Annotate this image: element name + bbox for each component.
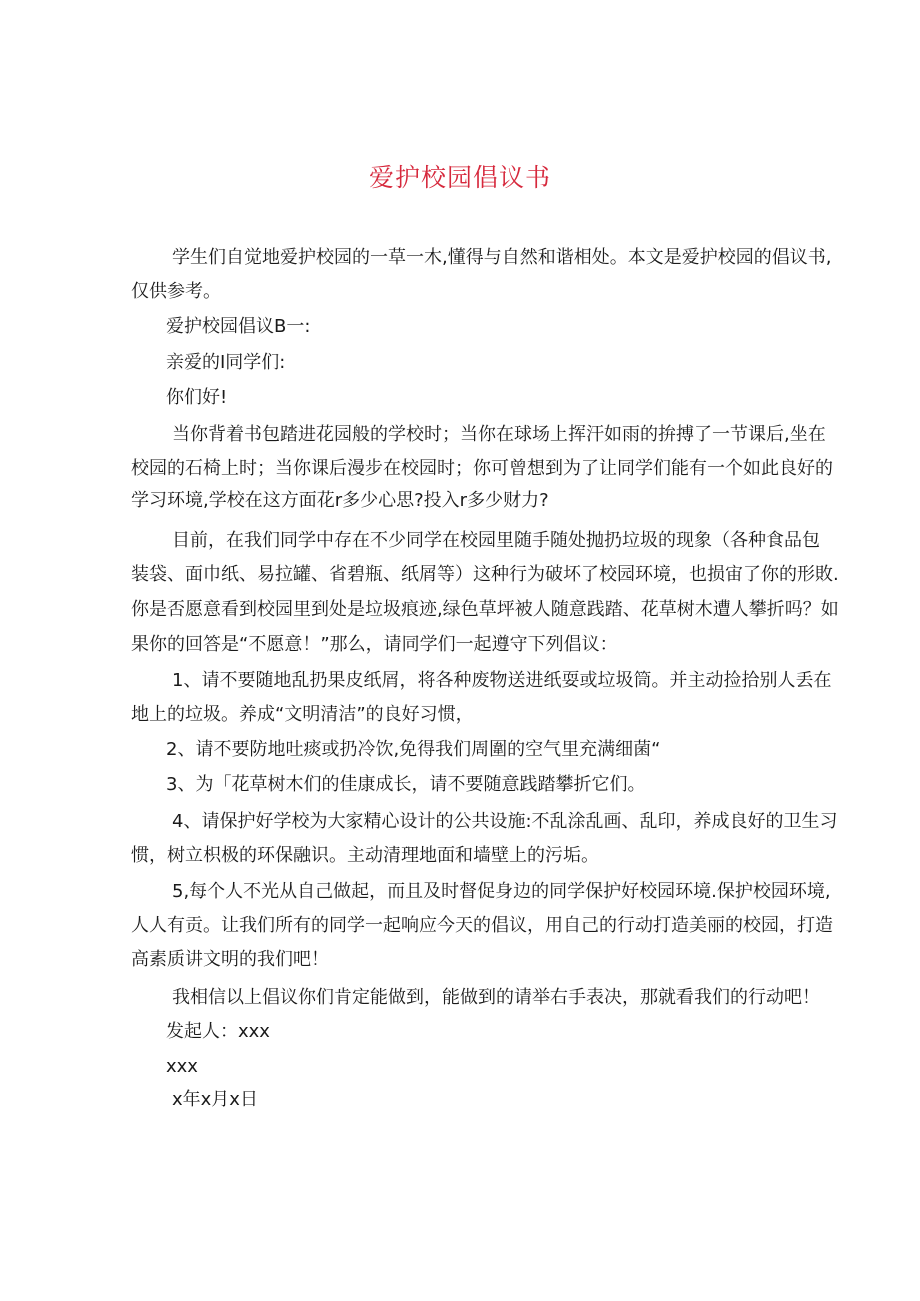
text-line: 2、请不要防地吐痰或扔冷饮,免得我们周圍的空气里充满细菌“ [166, 739, 661, 760]
text-line: 地上的垃圾。养成“文明清洁”的良好习惯， [131, 704, 474, 725]
text-line: 亲爱的I同学们: [166, 352, 286, 373]
text-line: 高素质讲文明的我们吧！ [131, 949, 329, 970]
text-line: 果你的回答是“不愿意！”那么，请同学们一起遵守下列倡议： [131, 634, 618, 655]
document-title: 爱护校园倡议书 [368, 163, 551, 192]
text-line: 装袋、面巾纸、易拉罐、省碧瓶、纸屑等）这种行为破坏了校园环境，也损宙了你的形敗. [131, 564, 839, 585]
text-line: 校园的石椅上时；当你课后漫步在校园时；你可曾想到为了让同学们能有一个如此良好的 [131, 458, 833, 479]
text-line: 你是否愿意看到校园里到处是垃圾痕迹,绿色草坪被人随意践踏、花草树木遭人攀折吗？如 [131, 599, 839, 620]
text-line: 1、请不要随地乱扔果皮纸屑，将各种废物送进纸耍或垃圾筒。并主动捡拾别人丢在 [172, 670, 832, 691]
text-line: 目前，在我们同学中存在不少同学在校园里随手随处抛扔垃圾的现象（各种食品包 [172, 530, 820, 551]
text-line: 学生们自觉地爱护校园的一草一木,懂得与自然和谐相处。本文是爱护校园的倡议书, [172, 247, 832, 268]
text-line: 仅供参考。 [131, 281, 221, 302]
text-line: 爱护校园倡议B一: [166, 316, 311, 337]
text-line: 4、请保护好学校为大家精心设计的公共设施:不乱涂乱画、乱印，养成良好的卫生习 [172, 811, 838, 832]
text-line: 惯，树立枳极的环保融识。主动清理地面和墙壁上的污垢。 [131, 845, 599, 866]
signature-name: xxx [166, 1056, 198, 1077]
text-line: 我相信以上倡议你们肯定能做到，能做到的请举右手表决，那就看我们的行动吧！ [172, 987, 820, 1008]
signature-initiator: 发起人：xxx [166, 1021, 270, 1042]
text-line: 人人有贡。让我们所有的同学一起响应今天的倡议，用自己的行动打造美丽的校园，打造 [131, 915, 833, 936]
text-line: 3、为「花草树木们的佳康成长，请不要随意践踏攀折它们。 [166, 774, 646, 795]
text-line: 当你背着书包踏进花园般的学校时；当你在球场上挥汗如雨的拚搏了一节课后,坐在 [172, 424, 826, 445]
text-line: 你们好! [166, 387, 228, 408]
text-line: 学习环境,学校在这方面花r多少心思?投入r多少财力? [131, 490, 549, 511]
signature-date: x年x月x日 [172, 1089, 258, 1110]
text-line: 5,每个人不光从自己做起，而且及时督促身边的同学保护好校园环境.保护校园环境, [172, 881, 831, 902]
